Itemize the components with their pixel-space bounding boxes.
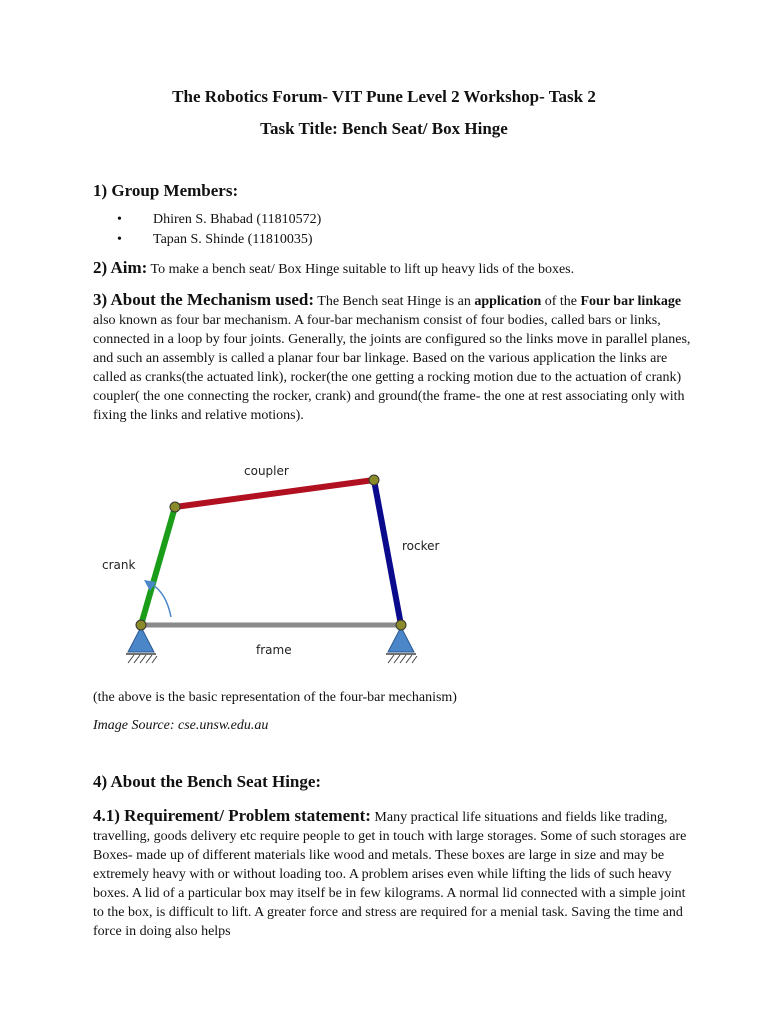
crank-label: crank: [102, 558, 136, 572]
requirement-label: 4.1) Requirement/ Problem statement:: [93, 806, 371, 825]
mechanism-text: also known as four bar mechanism. A four-bar mechanism consist of four bodies, called bars or links, connected in a loop by four joints. Generally, the joints are configured so the links move in parallel planes, and such an assembly is called a planar four bar linkage. Based on the various application the links are called as cranks(the actuated link), rocker(the one getting a rocking motion due to the actuation of crank) coupler( the one connecting the rocker, crank) and ground(the frame- the one at rest associating only with fixing the links and relative motions).: [93, 313, 691, 423]
mechanism-bold-application: application: [474, 294, 542, 309]
joint-crank-coupler: [170, 502, 180, 512]
rocker-link: [374, 480, 401, 625]
joint-crank-frame: [136, 620, 146, 630]
group-members-heading: 1) Group Members:: [93, 181, 239, 200]
joint-coupler-rocker: [369, 475, 379, 485]
ground-hatch: [128, 655, 157, 663]
section4-heading: 4) About the Bench Seat Hinge:: [93, 772, 322, 791]
ground-hatch: [388, 655, 417, 663]
mechanism-label: 3) About the Mechanism used:: [93, 290, 315, 309]
image-source: Image Source: cse.unsw.edu.au: [93, 718, 269, 733]
mechanism-text: The Bench seat Hinge is an: [314, 294, 475, 309]
right-support: [386, 627, 417, 663]
list-item: • Dhiren S. Bhabad (11810572): [117, 210, 321, 230]
left-support: [126, 627, 157, 663]
joint-rocker-frame: [396, 620, 406, 630]
diagram-caption: (the above is the basic representation of the four-bar mechanism): [93, 690, 457, 705]
rocker-label: rocker: [402, 539, 440, 553]
support-triangle: [388, 627, 414, 652]
support-triangle: [128, 627, 154, 652]
coupler-link: [175, 480, 374, 507]
coupler-label: coupler: [244, 464, 289, 478]
mechanism-text: of the: [541, 294, 581, 309]
crank-link: [141, 507, 175, 625]
aim-label: 2) Aim:: [93, 258, 148, 277]
frame-label: frame: [256, 643, 292, 657]
mechanism-bold-four-bar: Four bar linkage: [580, 294, 682, 309]
requirement-text: Many practical life situations and fields like trading, travelling, goods delivery etc require people to get in touch with large storages. Some of such storages are Boxes- made up of different materials like wood and metals. These boxes are large in size and may be extremely heavy with or without loading too. A problem arises even while lifting the lids of such heavy boxes. A lid of a particular box may itself be in few kilograms. A normal lid connected with a simple joint to the box, is difficult to lift. A greater force and stress are required for a menial task. Saving the time and force in doing also helps: [93, 810, 687, 939]
aim-text: To make a bench seat/ Box Hinge suitable to lift up heavy lids of the boxes.: [147, 262, 575, 277]
task-title: Task Title: Bench Seat/ Box Hinge: [260, 119, 508, 138]
requirement-paragraph: [93, 806, 693, 941]
list-item: • Tapan S. Shinde (11810035): [117, 230, 321, 250]
document-title: The Robotics Forum- VIT Pune Level 2 Workshop- Task 2: [172, 87, 596, 106]
